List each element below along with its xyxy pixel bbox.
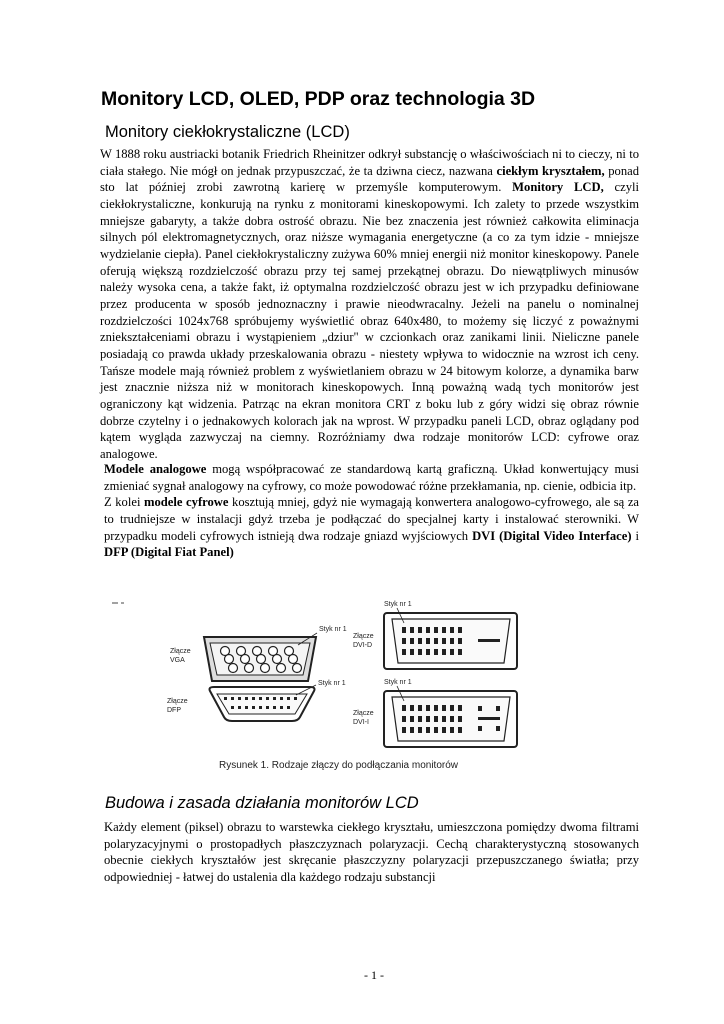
dvi-d-label-line1: Złącze (353, 633, 374, 640)
dfp-connector-drawing (210, 685, 317, 721)
section-heading-construction: Budowa i zasada działania monitorów LCD (105, 794, 419, 812)
vga-pin-label: Styk nr 1 (319, 626, 347, 633)
dvi-d-connector-drawing (384, 608, 517, 669)
vga-label-line2: VGA (170, 657, 185, 664)
dvi-i-label-line1: Złącze (353, 710, 374, 717)
dfp-label-line1: Złącze (167, 698, 188, 705)
vga-connector-drawing (204, 633, 317, 681)
dfp-pin-label: Styk nr 1 (318, 680, 346, 687)
figure-caption: Rysunek 1. Rodzaje złączy do podłączania monitorów (219, 760, 459, 771)
section-heading-lcd: Monitory ciekłokrystaliczne (LCD) (105, 123, 350, 141)
paragraph-intro: W 1888 roku austriacki botanik Friedrich Rheinitzer odkrył substancję o właściwościach ni to cieczy, ni to ciała stałego. Nie mógł on jednak przypuszczać, że ta dziwna ciecz, nazwana ciekłym kryształem, ponad sto lat później zrobi zawrotną karierę w przemyśle komputerowym. Monitory LCD, czyli ciekłokrystaliczne, konkurują na rynku z monitorami kineskopowymi. Ich zalety to przede wszystkim mniejsze gabaryty, a także dobra ostrość obrazu. Nie bez znaczenia jest również całkowita eliminacja silnych pól elektromagnetycznych, oraz niższe wymagania energetyczne (a co za tym idzie - mniejsze wydzielanie ciepła). Panel ciekłokrystaliczny zużywa 60% mniej energii niż monitor kineskopowy. Panele oferują większą rozdzielczość obrazu przy tej samej przekątnej obrazu. Do niewątpliwych minusów należy wysoka cena, a także fakt, iż optymalna rozdzielczość obrazu jest w ich przypadku definiowane przez producenta w sposób jednoznaczny i prawie nieodwracalny. Jeżeli na panelu o nominalnej rozdzielczości 1024x768 spróbujemy wyświetlić obraz 640x480, to możemy się liczyć z poważnymi zniekształceniami obrazu i wystąpieniem „dziur" w czcionkach oraz zanikami linii. Nieliczne panele posiadają co prawda układy przeskalowania obrazu - niestety wpływa to widocznie na wzrost ich ceny. Tańsze modele mają również problem z wyświetlaniem obrazu w 24 bitowym kolorze, a dynamika barw jest znacznie niższa niż w monitorach kineskopowych. Inną poważną wadą tych monitorów jest ograniczony kąt widzenia. Patrząc na ekran monitora CRT z boku lub z góry widzi się obraz równie dobrze czytelny i o jednakowych kolorach jak na wprost. W przypadku paneli LCD, obraz oglądany pod kątem wygląda zazwyczaj na ciemny. Rozróżniamy dwa rodzaje monitorów LCD: cyfrowe oraz analogowe. (100, 147, 640, 461)
dvi-i-pin-label: Styk nr 1 (384, 679, 412, 686)
page-title: Monitory LCD, OLED, PDP oraz technologia 3D (101, 88, 536, 110)
dfp-label-line2: DFP (167, 707, 181, 714)
paragraph-models (104, 461, 639, 561)
dvi-i-connector-drawing (384, 686, 517, 747)
dvi-d-label-line2: DVI-D (353, 642, 373, 649)
paragraph-analog: Modele analogowe mogą współpracować ze standardową kartą graficzną. Układ konwertujący musi zmieniać sygnał analogowy na cyfrowy, co może powodować różne przekłamania, np. cienie, odbicia itp. (104, 462, 639, 493)
paragraph-construction: Każdy element (piksel) obrazu to warstewka ciekłego kryształu, umieszczona pomiędzy dwoma filtrami polaryzacyjnymi o prostopadłych płaszczyznach polaryzacji. Cechą charakterystyczną stosowanych obecnie ciekłych kryształów jest skręcanie płaszczyzny polaryzacji przepuszczanego światła; przy odpowiedniej - łatwej do ustalenia dla każdego rodzaju substancji (104, 820, 639, 884)
paragraph-digital: Z kolei modele cyfrowe kosztują mniej, gdyż nie wymagają konwertera analogowo-cyfrowego, ale są za to trudniejsze w instalacji gdyż trzeba je podłączać do specjalnej karty i instalować sterowniki. W przypadku modeli cyfrowych istnieją dwa rodzaje gniazd wyjściowych DVI (Digital Video Interface) i DFP (Digital Fiat Panel) (104, 495, 640, 560)
page-number: - 1 - (364, 968, 384, 982)
connectors-figure (112, 595, 532, 780)
dvi-i-label-line2: DVI-I (353, 719, 369, 726)
dvi-d-pin-label: Styk nr 1 (384, 601, 412, 608)
vga-label-line1: Złącze (170, 648, 191, 655)
